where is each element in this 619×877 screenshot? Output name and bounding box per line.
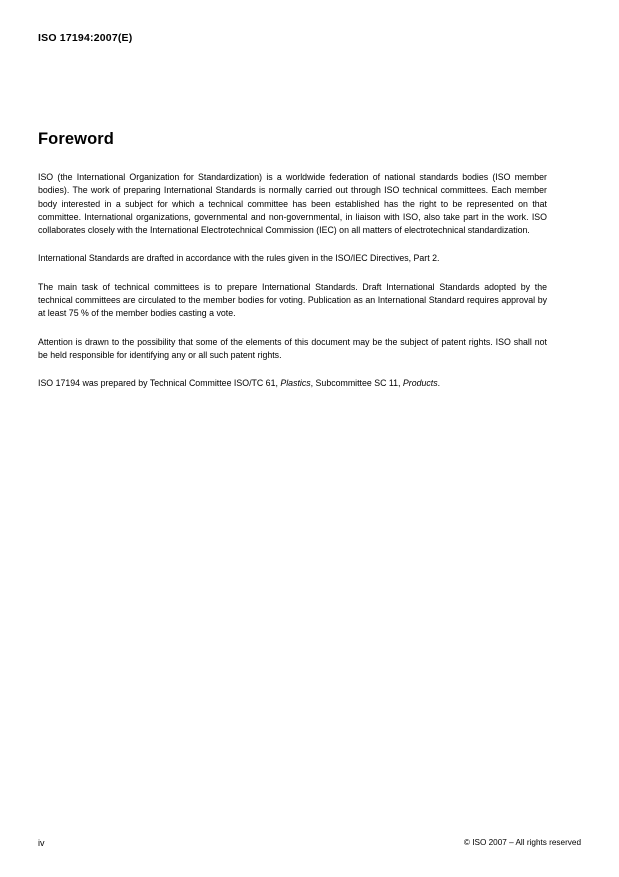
page-title: Foreword [38,130,114,148]
paragraph-5 [38,377,547,390]
paragraph-4: Attention is drawn to the possibility that some of the elements of this document may be the subject of patent rights. ISO shall not be held responsible for identifying any or all such patent rights. [38,336,547,360]
paragraph-5-part3: . [437,378,441,389]
paragraph-5-part1: ISO 17194 was prepared by Technical Committee ISO/TC 61, [38,378,281,389]
copyright-notice: © ISO 2007 – All rights reserved [463,838,581,847]
document-header: ISO 17194:2007(E) [38,32,133,44]
paragraph-1: ISO (the International Organization for Standardization) is a worldwide federation of national standards bodies (ISO member bodies). The work of preparing International Standards is normally carried out through ISO technical committees. Each member body interested in a subject for which a technical committee has been established has the right to be represented on that committee. International organizations, governmental and non-governmental, in liaison with ISO, also take part in the work. ISO collaborates closely with the International Electrotechnical Commission (IEC) on all matters of electrotechnical standardization. [38,172,547,236]
page-number: iv [38,838,45,848]
paragraph-5-italic1: Plastics [280,378,311,389]
paragraph-5-part2: , Subcommittee SC 11, [310,378,403,389]
document-body [38,130,547,391]
paragraph-5-italic2: Products [402,378,438,389]
paragraph-2: International Standards are drafted in accordance with the rules given in the ISO/IEC Directives, Part 2. [38,253,440,264]
paragraph-3: The main task of technical committees is to prepare International Standards. Draft International Standards adopted by the technical committees are circulated to the member bodies for voting. Publication as an International Standard requires approval by at least 75 % of the member bodies casting a vote. [38,281,547,319]
